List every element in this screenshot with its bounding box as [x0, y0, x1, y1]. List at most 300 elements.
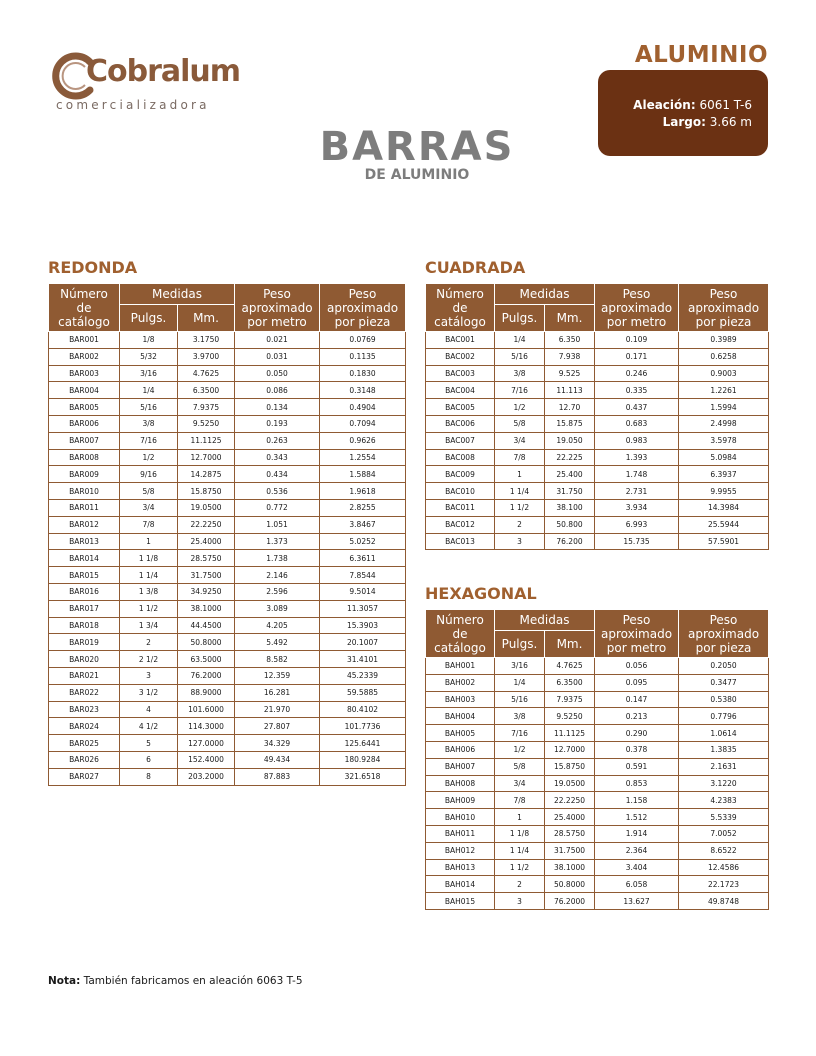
table-row	[426, 741, 769, 758]
cell-weight-piece: 2.8255	[320, 499, 406, 516]
table-row	[426, 432, 769, 449]
cell-weight-meter: 0.193	[235, 415, 320, 432]
cell-catalog: BAC012	[426, 516, 495, 533]
header-catalog-number	[49, 284, 120, 332]
cell-inches: 1 1/4	[495, 842, 545, 859]
header-inches: Pulgs.	[120, 305, 178, 332]
table-row	[49, 332, 406, 349]
cell-weight-piece: 0.6258	[679, 348, 769, 365]
cell-mm: 31.7500	[545, 842, 595, 859]
table-row	[49, 667, 406, 684]
cell-mm: 25.4000	[545, 809, 595, 826]
footnote	[48, 975, 303, 987]
cell-inches: 5/8	[495, 415, 545, 432]
cell-mm: 76.2000	[545, 893, 595, 910]
cell-inches: 3/16	[495, 658, 545, 675]
cell-weight-piece: 57.5901	[679, 533, 769, 550]
cell-weight-meter: 0.213	[595, 708, 679, 725]
cell-inches: 1 1/4	[120, 567, 178, 584]
cell-inches: 7/8	[120, 516, 178, 533]
table-row	[426, 365, 769, 382]
cell-weight-piece: 2.1631	[679, 758, 769, 775]
cell-weight-meter: 0.134	[235, 399, 320, 416]
cell-catalog: BAR023	[49, 701, 120, 718]
table-row	[49, 751, 406, 768]
header-line: de	[452, 626, 468, 641]
cell-mm: 19.0500	[178, 499, 235, 516]
cell-weight-meter: 0.983	[595, 432, 679, 449]
header-weight-per-meter	[595, 284, 679, 332]
cell-weight-meter: 6.058	[595, 876, 679, 893]
cell-mm: 22.2250	[545, 792, 595, 809]
cell-inches: 1 3/4	[120, 617, 178, 634]
cell-catalog: BAR005	[49, 399, 120, 416]
cell-mm: 31.7500	[178, 567, 235, 584]
cell-weight-piece: 80.4102	[320, 701, 406, 718]
table-row	[426, 893, 769, 910]
cell-weight-meter: 0.378	[595, 741, 679, 758]
cell-inches: 1 1/2	[120, 600, 178, 617]
cell-catalog: BAC006	[426, 415, 495, 432]
cell-weight-meter: 3.404	[595, 859, 679, 876]
table-row	[426, 499, 769, 516]
cell-weight-piece: 8.6522	[679, 842, 769, 859]
cell-weight-piece: 321.6518	[320, 768, 406, 785]
header-line: Peso	[709, 286, 738, 301]
table-row	[49, 466, 406, 483]
cell-weight-piece: 0.1830	[320, 365, 406, 382]
table-row	[426, 876, 769, 893]
cell-inches: 1	[495, 809, 545, 826]
cell-inches: 7/8	[495, 792, 545, 809]
cell-weight-meter: 4.205	[235, 617, 320, 634]
page-title: BARRAS	[319, 124, 515, 170]
cell-mm: 101.6000	[178, 701, 235, 718]
table-row	[49, 651, 406, 668]
cell-inches: 5	[120, 735, 178, 752]
cell-weight-meter: 87.883	[235, 768, 320, 785]
cell-inches: 1 1/4	[495, 483, 545, 500]
cell-weight-piece: 14.3984	[679, 499, 769, 516]
table-row	[426, 674, 769, 691]
header-inches: Pulgs.	[495, 305, 545, 332]
cell-weight-piece: 15.3903	[320, 617, 406, 634]
header-line: Peso	[709, 612, 738, 627]
cell-mm: 76.2000	[178, 667, 235, 684]
header-weight-per-piece	[679, 610, 769, 658]
cell-weight-piece: 2.4998	[679, 415, 769, 432]
cell-weight-meter: 13.627	[595, 893, 679, 910]
cell-mm: 6.350	[545, 332, 595, 349]
cell-weight-meter: 0.031	[235, 348, 320, 365]
header-mm: Mm.	[545, 305, 595, 332]
header-line: de	[76, 300, 92, 315]
cell-weight-meter: 1.158	[595, 792, 679, 809]
cell-weight-piece: 1.2554	[320, 449, 406, 466]
table-row	[426, 775, 769, 792]
cell-weight-meter: 0.109	[595, 332, 679, 349]
cell-weight-meter: 2.146	[235, 567, 320, 584]
table-row	[49, 399, 406, 416]
cell-catalog: BAR004	[49, 382, 120, 399]
cell-weight-piece: 1.5994	[679, 399, 769, 416]
cell-weight-meter: 2.731	[595, 483, 679, 500]
table-row	[49, 516, 406, 533]
header-line: por pieza	[695, 314, 752, 329]
cell-weight-meter: 0.536	[235, 483, 320, 500]
cell-weight-meter: 0.335	[595, 382, 679, 399]
cell-weight-piece: 3.5978	[679, 432, 769, 449]
cell-inches: 3	[495, 533, 545, 550]
header-measures: Medidas	[120, 284, 235, 305]
table-row	[426, 758, 769, 775]
cell-catalog: BAC008	[426, 449, 495, 466]
table-row	[49, 382, 406, 399]
cell-weight-piece: 0.3477	[679, 674, 769, 691]
header-line: Número	[436, 286, 484, 301]
cell-weight-meter: 0.437	[595, 399, 679, 416]
table-row	[49, 701, 406, 718]
cell-mm: 31.750	[545, 483, 595, 500]
cell-mm: 7.9375	[545, 691, 595, 708]
table-row	[49, 449, 406, 466]
cell-mm: 3.1750	[178, 332, 235, 349]
cell-mm: 50.8000	[178, 634, 235, 651]
header-line: Peso	[348, 286, 377, 301]
header-mm: Mm.	[545, 631, 595, 658]
cell-inches: 1	[495, 466, 545, 483]
cell-mm: 7.938	[545, 348, 595, 365]
cell-weight-piece: 3.1220	[679, 775, 769, 792]
logo-tagline: comercializadora	[56, 98, 210, 112]
cell-catalog: BAR024	[49, 718, 120, 735]
cell-mm: 28.5750	[545, 825, 595, 842]
cell-weight-meter: 3.934	[595, 499, 679, 516]
cell-inches: 1 1/8	[495, 825, 545, 842]
cell-mm: 11.1125	[545, 725, 595, 742]
table-row	[426, 708, 769, 725]
cell-catalog: BAH003	[426, 691, 495, 708]
cell-catalog: BAH008	[426, 775, 495, 792]
cell-mm: 88.9000	[178, 684, 235, 701]
header-line: Número	[60, 286, 108, 301]
cell-weight-piece: 22.1723	[679, 876, 769, 893]
header-line: catálogo	[434, 640, 486, 655]
company-logo	[52, 50, 241, 120]
cell-weight-piece: 0.0769	[320, 332, 406, 349]
cell-mm: 114.3000	[178, 718, 235, 735]
cell-inches: 5/8	[120, 483, 178, 500]
cell-catalog: BAR010	[49, 483, 120, 500]
page-subtitle: DE ALUMINIO	[364, 167, 470, 183]
cell-weight-piece: 0.7796	[679, 708, 769, 725]
cell-inches: 1 1/8	[120, 550, 178, 567]
cell-weight-meter: 0.246	[595, 365, 679, 382]
cell-inches: 1 1/2	[495, 859, 545, 876]
cell-catalog: BAR007	[49, 432, 120, 449]
cell-catalog: BAR013	[49, 533, 120, 550]
cell-mm: 14.2875	[178, 466, 235, 483]
cell-catalog: BAR011	[49, 499, 120, 516]
table-row	[49, 365, 406, 382]
cell-catalog: BAH006	[426, 741, 495, 758]
table-row	[49, 583, 406, 600]
cell-inches: 5/16	[495, 348, 545, 365]
cell-inches: 1 3/8	[120, 583, 178, 600]
cell-weight-piece: 0.7094	[320, 415, 406, 432]
cell-inches: 9/16	[120, 466, 178, 483]
cell-weight-meter: 0.056	[595, 658, 679, 675]
cell-weight-piece: 9.9955	[679, 483, 769, 500]
table-row	[49, 499, 406, 516]
header-line: catálogo	[434, 314, 486, 329]
cell-weight-meter: 8.582	[235, 651, 320, 668]
cell-weight-meter: 0.853	[595, 775, 679, 792]
table-row	[426, 842, 769, 859]
header-weight-per-piece	[679, 284, 769, 332]
section-title-redonda: REDONDA	[48, 258, 138, 277]
cell-weight-piece: 5.0252	[320, 533, 406, 550]
cell-inches: 3/8	[495, 365, 545, 382]
cell-mm: 15.8750	[545, 758, 595, 775]
cell-weight-meter: 34.329	[235, 735, 320, 752]
header-line: Número	[436, 612, 484, 627]
length-label: Largo:	[662, 115, 706, 129]
table-row	[49, 768, 406, 785]
cell-mm: 15.8750	[178, 483, 235, 500]
header-weight-per-meter	[235, 284, 320, 332]
cell-weight-meter: 5.492	[235, 634, 320, 651]
cell-catalog: BAH009	[426, 792, 495, 809]
cell-mm: 63.5000	[178, 651, 235, 668]
cell-catalog: BAC001	[426, 332, 495, 349]
cell-weight-piece: 1.5884	[320, 466, 406, 483]
cell-inches: 3/8	[495, 708, 545, 725]
cell-weight-piece: 0.5380	[679, 691, 769, 708]
cell-weight-meter: 1.914	[595, 825, 679, 842]
cell-catalog: BAR026	[49, 751, 120, 768]
cell-catalog: BAR008	[49, 449, 120, 466]
cell-catalog: BAR017	[49, 600, 120, 617]
cell-mm: 3.9700	[178, 348, 235, 365]
cell-inches: 1	[120, 533, 178, 550]
cell-weight-piece: 7.0052	[679, 825, 769, 842]
cell-weight-meter: 12.359	[235, 667, 320, 684]
table-row	[426, 809, 769, 826]
cell-inches: 3/4	[495, 775, 545, 792]
cell-weight-piece: 1.9618	[320, 483, 406, 500]
cell-weight-piece: 45.2339	[320, 667, 406, 684]
cell-mm: 203.2000	[178, 768, 235, 785]
cell-weight-meter: 0.095	[595, 674, 679, 691]
cell-mm: 38.1000	[178, 600, 235, 617]
cell-weight-piece: 1.0614	[679, 725, 769, 742]
cell-weight-piece: 31.4101	[320, 651, 406, 668]
cell-weight-piece: 5.5339	[679, 809, 769, 826]
cell-inches: 4	[120, 701, 178, 718]
cell-weight-piece: 20.1007	[320, 634, 406, 651]
cell-inches: 3 1/2	[120, 684, 178, 701]
table-redonda	[48, 283, 406, 786]
cell-inches: 5/8	[495, 758, 545, 775]
cell-inches: 7/16	[495, 382, 545, 399]
cell-catalog: BAH005	[426, 725, 495, 742]
header-inches: Pulgs.	[495, 631, 545, 658]
table-row	[426, 825, 769, 842]
cell-weight-meter: 0.591	[595, 758, 679, 775]
table-row	[426, 725, 769, 742]
cell-weight-piece: 0.3989	[679, 332, 769, 349]
cell-inches: 1/2	[495, 741, 545, 758]
cell-mm: 12.70	[545, 399, 595, 416]
cell-inches: 2	[495, 876, 545, 893]
cell-weight-piece: 4.2383	[679, 792, 769, 809]
table-row	[49, 567, 406, 584]
cell-weight-piece: 0.9003	[679, 365, 769, 382]
cell-weight-meter: 0.290	[595, 725, 679, 742]
table-row	[426, 466, 769, 483]
cell-weight-piece: 11.3057	[320, 600, 406, 617]
cell-catalog: BAH011	[426, 825, 495, 842]
alloy-value: 6061 T-6	[699, 98, 752, 112]
header-line: Peso	[622, 286, 651, 301]
cell-weight-meter: 0.086	[235, 382, 320, 399]
cell-weight-meter: 16.281	[235, 684, 320, 701]
table-row	[426, 792, 769, 809]
cell-catalog: BAR022	[49, 684, 120, 701]
cell-weight-piece: 6.3937	[679, 466, 769, 483]
cell-mm: 11.1125	[178, 432, 235, 449]
table-row	[426, 483, 769, 500]
table-hexagonal	[425, 609, 769, 910]
cell-weight-piece: 9.5014	[320, 583, 406, 600]
table-row	[49, 735, 406, 752]
cell-mm: 25.4000	[178, 533, 235, 550]
header-line: de	[452, 300, 468, 315]
section-title-cuadrada: CUADRADA	[425, 258, 526, 277]
alloy-label: Aleación:	[633, 98, 696, 112]
cell-mm: 7.9375	[178, 399, 235, 416]
cell-weight-meter: 49.434	[235, 751, 320, 768]
cell-weight-meter: 2.364	[595, 842, 679, 859]
cell-weight-piece: 1.3835	[679, 741, 769, 758]
cell-weight-meter: 2.596	[235, 583, 320, 600]
cell-inches: 3	[495, 893, 545, 910]
cell-catalog: BAC004	[426, 382, 495, 399]
header-line: aproximado	[241, 300, 313, 315]
cell-catalog: BAR003	[49, 365, 120, 382]
cell-weight-meter: 1.051	[235, 516, 320, 533]
cell-weight-piece: 0.1135	[320, 348, 406, 365]
header-catalog-number	[426, 284, 495, 332]
cell-catalog: BAC005	[426, 399, 495, 416]
cell-mm: 15.875	[545, 415, 595, 432]
cell-mm: 50.800	[545, 516, 595, 533]
cell-inches: 1/4	[495, 674, 545, 691]
table-row	[49, 550, 406, 567]
cell-inches: 5/32	[120, 348, 178, 365]
cell-weight-meter: 0.343	[235, 449, 320, 466]
cell-catalog: BAC010	[426, 483, 495, 500]
alloy-line	[633, 98, 752, 112]
cell-catalog: BAC009	[426, 466, 495, 483]
cell-weight-piece: 101.7736	[320, 718, 406, 735]
cell-mm: 19.0500	[545, 775, 595, 792]
cell-catalog: BAC002	[426, 348, 495, 365]
cell-mm: 4.7625	[178, 365, 235, 382]
cell-inches: 2	[495, 516, 545, 533]
cell-weight-piece: 0.2050	[679, 658, 769, 675]
cell-weight-meter: 0.683	[595, 415, 679, 432]
table-row	[49, 634, 406, 651]
cell-mm: 44.4500	[178, 617, 235, 634]
header-line: por pieza	[334, 314, 391, 329]
cell-catalog: BAC007	[426, 432, 495, 449]
cell-catalog: BAR020	[49, 651, 120, 668]
table-row	[426, 859, 769, 876]
cell-catalog: BAR012	[49, 516, 120, 533]
cell-mm: 38.1000	[545, 859, 595, 876]
cell-weight-piece: 59.5885	[320, 684, 406, 701]
cell-weight-piece: 25.5944	[679, 516, 769, 533]
cell-weight-piece: 5.0984	[679, 449, 769, 466]
cell-mm: 6.3500	[178, 382, 235, 399]
cell-mm: 28.5750	[178, 550, 235, 567]
material-title: ALUMINIO	[634, 42, 768, 68]
cell-mm: 22.225	[545, 449, 595, 466]
cell-catalog: BAH004	[426, 708, 495, 725]
cell-mm: 9.5250	[545, 708, 595, 725]
cell-inches: 1/4	[495, 332, 545, 349]
header-line: por metro	[606, 640, 667, 655]
cell-mm: 76.200	[545, 533, 595, 550]
cell-inches: 1/8	[120, 332, 178, 349]
cell-inches: 1 1/2	[495, 499, 545, 516]
table-row	[49, 684, 406, 701]
cell-weight-meter: 15.735	[595, 533, 679, 550]
cell-weight-piece: 0.4904	[320, 399, 406, 416]
header-mm: Mm.	[178, 305, 235, 332]
cell-weight-meter: 0.021	[235, 332, 320, 349]
cell-catalog: BAC003	[426, 365, 495, 382]
cell-mm: 25.400	[545, 466, 595, 483]
cell-catalog: BAR009	[49, 466, 120, 483]
cell-catalog: BAH010	[426, 809, 495, 826]
cell-inches: 1/2	[120, 449, 178, 466]
header-catalog-number	[426, 610, 495, 658]
cell-inches: 3/8	[120, 415, 178, 432]
cell-inches: 2	[120, 634, 178, 651]
cell-mm: 12.7000	[178, 449, 235, 466]
table-row	[426, 415, 769, 432]
logo-wordmark: Cobralum	[86, 54, 241, 89]
cell-catalog: BAR019	[49, 634, 120, 651]
cell-catalog: BAR002	[49, 348, 120, 365]
cell-inches: 8	[120, 768, 178, 785]
header-weight-per-meter	[595, 610, 679, 658]
cell-inches: 3	[120, 667, 178, 684]
cell-mm: 34.9250	[178, 583, 235, 600]
header-line: aproximado	[687, 626, 760, 641]
cell-inches: 5/16	[120, 399, 178, 416]
cell-catalog: BAC013	[426, 533, 495, 550]
cell-inches: 3/4	[495, 432, 545, 449]
table-row	[426, 348, 769, 365]
cell-weight-piece: 49.8748	[679, 893, 769, 910]
cell-mm: 9.525	[545, 365, 595, 382]
header-line: aproximado	[687, 300, 760, 315]
cell-weight-piece: 7.8544	[320, 567, 406, 584]
